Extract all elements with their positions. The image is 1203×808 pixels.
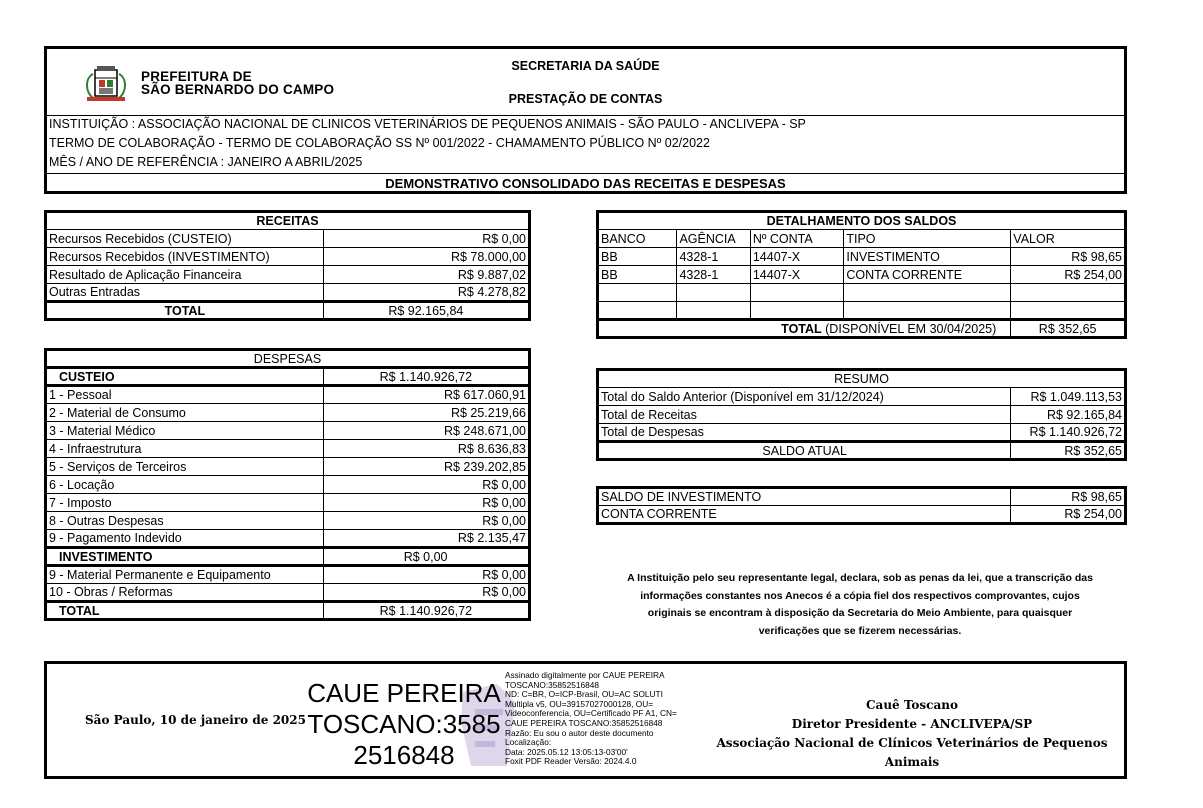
receitas-label: Recursos Recebidos (CUSTEIO) — [46, 230, 324, 248]
table-row — [46, 458, 530, 476]
signature-line: CAUE PEREIRA — [307, 678, 501, 708]
despesa-label: 10 - Obras / Reformas — [46, 584, 324, 602]
custeio-label: CUSTEIO — [46, 368, 324, 386]
despesa-value: R$ 0,00 — [323, 566, 529, 584]
declaration-text — [600, 570, 1120, 640]
declaration-line: verificações que se fizerem necessárias. — [758, 624, 962, 637]
despesa-value: R$ 0,00 — [323, 584, 529, 602]
table-row — [46, 512, 530, 530]
receitas-value: R$ 78.000,00 — [323, 248, 529, 266]
digital-signature-details — [505, 671, 725, 767]
digital-signature-line: Razão: Eu sou o autor deste documento — [505, 727, 654, 738]
resumo-label: Total de Receitas — [598, 406, 1011, 424]
saldos-header-tipo: TIPO — [844, 230, 1011, 248]
digital-signature-line: Foxit PDF Reader Versão: 2024.4.0 — [505, 756, 637, 767]
saldos-empty-cell — [750, 284, 844, 302]
table-row — [598, 230, 1126, 248]
instituicao-line: INSTITUIÇÃO : ASSOCIAÇÃO NACIONAL DE CLINICOS VETERINÁRIOS DE PEQUENOS ANIMAIS - SÃO PAULO - ANCLIVEPA - SP — [49, 117, 806, 131]
saldos-empty-cell — [598, 284, 677, 302]
saldos-cell: BB — [598, 248, 677, 266]
resumo-title: RESUMO — [598, 370, 1126, 388]
digital-signature-line: ND: C=BR, O=ICP-Brasil, OU=AC SOLUTI — [505, 689, 663, 700]
resumo-label: Total de Despesas — [598, 424, 1011, 442]
investimento-value: R$ 0,00 — [323, 548, 529, 566]
document-header — [44, 46, 1127, 194]
signature-name-large — [299, 678, 509, 771]
table-row — [598, 302, 1126, 320]
saldos-empty-cell — [844, 284, 1011, 302]
table-row — [46, 404, 530, 422]
despesa-label: 9 - Material Permanente e Equipamento — [46, 566, 324, 584]
table-row — [46, 602, 530, 620]
table-row — [46, 494, 530, 512]
saldos-empty-cell — [677, 284, 750, 302]
table-row — [46, 566, 530, 584]
digital-signature-line: CAUE PEREIRA TOSCANO:35852516848 — [505, 717, 663, 728]
table-row — [46, 248, 530, 266]
invest-label: CONTA CORRENTE — [598, 506, 1011, 524]
table-row — [598, 488, 1126, 506]
saldos-cell: BB — [598, 266, 677, 284]
despesa-value: R$ 25.219,66 — [323, 404, 529, 422]
saldos-empty-cell — [1011, 284, 1126, 302]
receitas-total-value: R$ 92.165,84 — [323, 302, 529, 320]
saldos-total-rest: (DISPONÍVEL EM 30/04/2025) — [821, 321, 997, 336]
signer-org: Associação Nacional de Clínicos Veterinários de Pequenos Animais — [716, 736, 1108, 769]
despesa-label: 5 - Serviços de Terceiros — [46, 458, 324, 476]
despesa-label: 2 - Material de Consumo — [46, 404, 324, 422]
custeio-value: R$ 1.140.926,72 — [323, 368, 529, 386]
table-row — [46, 386, 530, 404]
saldos-cell: CONTA CORRENTE — [844, 266, 1011, 284]
saldos-total-value: R$ 352,65 — [1011, 320, 1126, 338]
termo-line: TERMO DE COLABORAÇÃO - TERMO DE COLABORAÇÃO SS Nº 001/2022 - CHAMAMENTO PÚBLICO Nº 02/2022 — [49, 136, 710, 150]
footer-date: São Paulo, 10 de janeiro de 2025 — [85, 713, 306, 727]
saldos-cell: 4328-1 — [677, 266, 750, 284]
despesa-label: 1 - Pessoal — [46, 386, 324, 404]
table-row — [46, 230, 530, 248]
resumo-table — [596, 368, 1127, 461]
despesa-label: 4 - Infraestrutura — [46, 440, 324, 458]
despesas-total-label: TOTAL — [46, 602, 324, 620]
table-row — [598, 320, 1126, 338]
table-row — [46, 440, 530, 458]
saldos-total-label — [598, 320, 1011, 338]
saldos-cell: R$ 98,65 — [1011, 248, 1126, 266]
digital-signature-line: Assinado digitalmente por CAUE PEREIRA — [505, 670, 665, 680]
despesa-label: 8 - Outras Despesas — [46, 512, 324, 530]
receitas-title: RECEITAS — [46, 212, 530, 230]
table-row — [598, 266, 1126, 284]
despesas-table — [44, 348, 531, 621]
digital-signature-line: Videoconferencia, OU=Certificado PF A1, CN= — [505, 708, 677, 719]
table-row — [598, 406, 1126, 424]
receitas-value: R$ 9.887,02 — [323, 266, 529, 284]
despesa-label: 9 - Pagamento Indevido — [46, 530, 324, 548]
despesa-label: 7 - Imposto — [46, 494, 324, 512]
table-row — [46, 284, 530, 302]
receitas-table — [44, 210, 531, 321]
table-row — [598, 370, 1126, 388]
despesa-value: R$ 0,00 — [323, 494, 529, 512]
saldos-header-banco: BANCO — [598, 230, 677, 248]
receitas-label: Recursos Recebidos (INVESTIMENTO) — [46, 248, 324, 266]
saldos-header-agencia: AGÊNCIA — [677, 230, 750, 248]
table-row — [46, 350, 530, 368]
invest-value: R$ 98,65 — [1011, 488, 1126, 506]
despesa-value: R$ 248.671,00 — [323, 422, 529, 440]
resumo-label: Total do Saldo Anterior (Disponível em 31/12/2024) — [598, 388, 1011, 406]
table-row — [46, 302, 530, 320]
signature-footer — [44, 661, 1127, 779]
table-row — [46, 422, 530, 440]
demonstrativo-title: DEMONSTRATIVO CONSOLIDADO DAS RECEITAS E DESPESAS — [47, 173, 1124, 195]
table-row — [598, 442, 1126, 460]
invest-value: R$ 254,00 — [1011, 506, 1126, 524]
investimento-saldo-table — [596, 486, 1127, 525]
despesa-value: R$ 8.636,83 — [323, 440, 529, 458]
receitas-total-label: TOTAL — [46, 302, 324, 320]
despesa-value: R$ 617.060,91 — [323, 386, 529, 404]
saldo-atual-value: R$ 352,65 — [1011, 442, 1126, 460]
investimento-label: INVESTIMENTO — [46, 548, 324, 566]
digital-signature-line: TOSCANO:35852516848 — [505, 679, 599, 690]
table-row — [598, 506, 1126, 524]
signer-role: Diretor Presidente - ANCLIVEPA/SP — [791, 717, 1033, 731]
despesa-label: 6 - Locação — [46, 476, 324, 494]
despesas-title: DESPESAS — [46, 350, 530, 368]
saldos-table — [596, 210, 1127, 339]
signature-line: 2516848 — [353, 740, 455, 770]
table-row — [598, 388, 1126, 406]
saldos-title: DETALHAMENTO DOS SALDOS — [598, 212, 1126, 230]
despesa-label: 3 - Material Médico — [46, 422, 324, 440]
mes-ano-line: MÊS / ANO DE REFERÊNCIA : JANEIRO A ABRIL/2025 — [49, 155, 363, 169]
table-row — [46, 530, 530, 548]
despesa-value: R$ 0,00 — [323, 512, 529, 530]
saldos-cell: 14407-X — [750, 248, 844, 266]
table-row — [598, 284, 1126, 302]
saldos-header-conta: Nº CONTA — [750, 230, 844, 248]
table-row — [598, 212, 1126, 230]
declaration-line: A Instituição pelo seu representante legal, declara, sob as penas da lei, que a transcrição das — [627, 572, 1093, 584]
saldos-cell: R$ 254,00 — [1011, 266, 1126, 284]
receitas-label: Resultado de Aplicação Financeira — [46, 266, 324, 284]
despesa-value: R$ 239.202,85 — [323, 458, 529, 476]
receitas-value: R$ 0,00 — [323, 230, 529, 248]
saldos-empty-cell — [1011, 302, 1126, 320]
table-row — [46, 368, 530, 386]
despesa-value: R$ 2.135,47 — [323, 530, 529, 548]
digital-signature-line: Data: 2025.05.12 13:05:13-03'00' — [505, 746, 628, 757]
header-top-row — [47, 49, 1124, 116]
prestacao-title: PRESTAÇÃO DE CONTAS — [508, 92, 663, 106]
city-name-line1: PREFEITURA DE — [141, 69, 252, 84]
saldos-empty-cell — [598, 302, 677, 320]
saldos-empty-cell — [750, 302, 844, 320]
despesa-value: R$ 0,00 — [323, 476, 529, 494]
saldos-cell: INVESTIMENTO — [844, 248, 1011, 266]
receitas-value: R$ 4.278,82 — [323, 284, 529, 302]
table-row — [46, 476, 530, 494]
saldos-cell: 14407-X — [750, 266, 844, 284]
saldo-atual-label: SALDO ATUAL — [598, 442, 1011, 460]
declaration-line: originais se encontram à disposição da Secretaria do Meio Ambiente, para quaisquer — [647, 607, 1073, 619]
secretaria-title: SECRETARIA DA SAÚDE — [511, 59, 660, 73]
resumo-value: R$ 92.165,84 — [1011, 406, 1126, 424]
resumo-value: R$ 1.049.113,53 — [1011, 388, 1126, 406]
table-row — [598, 424, 1126, 442]
invest-label: SALDO DE INVESTIMENTO — [598, 488, 1011, 506]
signer-name: Cauê Toscano — [866, 698, 958, 712]
declaration-line: informações constantes nos Anecos é a cópia fiel dos respectivos comprovantes, cujos — [640, 589, 1080, 602]
saldos-empty-cell — [677, 302, 750, 320]
receitas-label: Outras Entradas — [46, 284, 324, 302]
signer-block — [707, 696, 1117, 772]
table-row — [46, 212, 530, 230]
saldos-header-valor: VALOR — [1011, 230, 1126, 248]
digital-signature-line: Localização: — [505, 737, 552, 748]
city-name-line2: SÃO BERNARDO DO CAMPO — [141, 82, 335, 97]
table-row — [46, 548, 530, 566]
table-row — [46, 266, 530, 284]
table-row — [598, 248, 1126, 266]
saldos-cell: 4328-1 — [677, 248, 750, 266]
digital-signature-line: Multipla v5, OU=39157027000128, OU= — [505, 698, 654, 709]
resumo-value: R$ 1.140.926,72 — [1011, 424, 1126, 442]
saldos-empty-cell — [844, 302, 1011, 320]
table-row — [46, 584, 530, 602]
despesas-total-value: R$ 1.140.926,72 — [323, 602, 529, 620]
signature-line: TOSCANO:3585 — [307, 709, 501, 739]
saldos-total-bold: TOTAL — [781, 321, 822, 336]
